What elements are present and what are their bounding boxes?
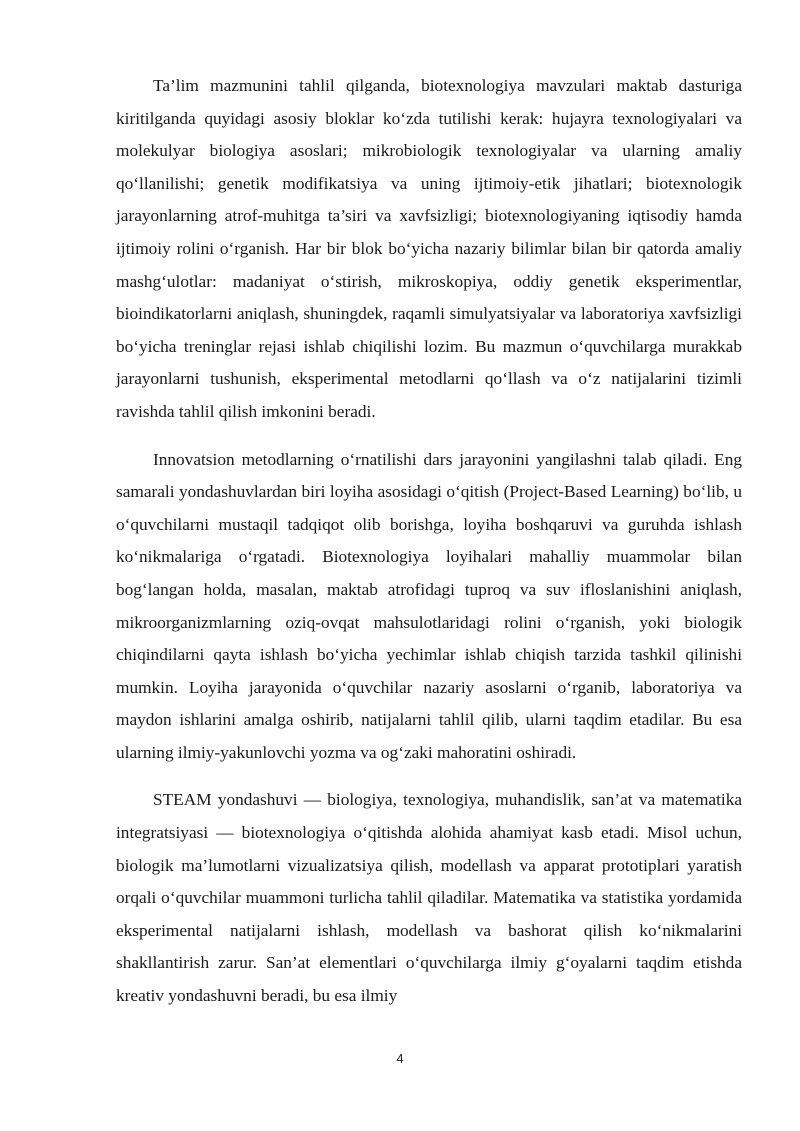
paragraph-innovative-methods: Innovatsion metodlarning o‘rnatilishi dars jarayonini yangilashni talab qiladi. Eng samarali yondashuvlardan biri loyiha asosidagi o‘qitish (Project-Based Learning) bo‘lib, u o‘quvchilarni mustaqil tadqiqot olib borishga, loyiha boshqaruvi va guruhda ishlash ko‘nikmalariga o‘rgatadi. Biotexnologiya loyihalari mahalliy muammolar bilan bog‘langan holda, masalan, maktab atrofidagi tuproq va suv ifloslanishini aniqlash, mikroorganizmlarning oziq-ovqat mahsulotlaridagi rolini o‘rganish, yoki biologik chiqindilarni qayta ishlash bo‘yicha yechimlar ishlab chiqish tarzida tashkil qilinishi mumkin. Loyiha jarayonida o‘quvchilar nazariy asoslarni o‘rganib, laboratoriya va maydon ishlarini amalga oshirib, natijalarni tahlil qilib, ularni taqdim etadilar. Bu esa ularning ilmiy-yakunlovchi yozma va og‘zaki mahoratini oshiradi. [116, 449, 742, 762]
paragraph-content-blocks: Ta’lim mazmunini tahlil qilganda, biotexnologiya mavzulari maktab dasturiga kiritilganda quyidagi asosiy bloklar ko‘zda tutilishi kerak: hujayra texnologiyalari va molekulyar biologiya asoslari; mikrobiologik texnologiyalar va ularning amaliy qo‘llanilishi; genetik modifikatsiya va uning ijtimoiy-etik jihatlari; biotexnologik jarayonlarning atrof-muhitga ta’siri va xavfsizligi; biotexnologiyaning iqtisodiy hamda ijtimoiy rolini o‘rganish. Har bir blok bo‘yicha nazariy bilimlar bilan bir qatorda amaliy mashg‘ulotlar: madaniyat o‘stirish, mikroskopiya, oddiy genetik eksperimentlar, bioindikatorlarni aniqlash, shuningdek, raqamli simulyatsiyalar va laboratoriya xavfsizligi bo‘yicha treninglar rejasi ishlab chiqilishi lozim. Bu mazmun o‘quvchilarga murakkab jarayonlarni tushunish, eksperimental metodlarni qo‘llash va o‘z natijalarini tizimli ravishda tahlil qilish imkonini beradi. [116, 76, 742, 421]
page-number: 4 [396, 1051, 404, 1066]
page-body [116, 70, 742, 1028]
paragraph-steam-approach: STEAM yondashuvi — biologiya, texnologiya, muhandislik, san’at va matematika integratsiyasi — biotexnologiya o‘qitishda alohida ahamiyat kasb etadi. Misol uchun, biologik ma’lumotlarni vizualizatsiya qilish, modellash va apparat prototiplari yaratish orqali o‘quvchilar muammoni turlicha tahlil qiladilar. Matematika va statistika yordamida eksperimental natijalarni ishlash, modellash va bashorat qilish ko‘nikmalarini shakllantirish zarur. San’at elementlari o‘quvchilarga ilmiy g‘oyalarni taqdim etishda kreativ yondashuvni beradi, bu esa ilmiy [116, 790, 742, 1006]
